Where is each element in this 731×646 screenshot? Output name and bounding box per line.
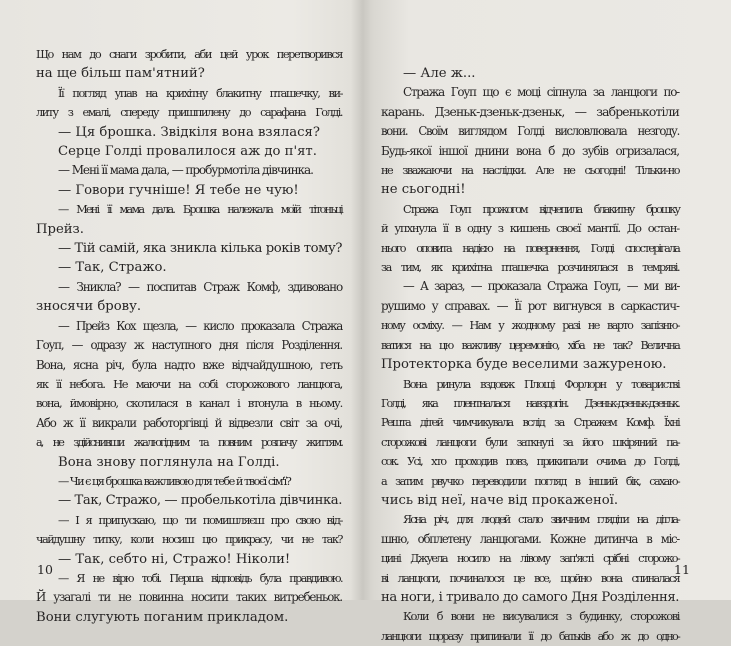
text-line: — Я не вірю тобі. Перша відповідь була правдивою. xyxy=(58,571,342,585)
text-line: — Мені її мама дала, — пробурмотіла дівчинка. xyxy=(58,163,313,178)
text-line: чайдушну титку, коли носиш цю прикрасу, чи не так? xyxy=(36,533,342,547)
text-line: — Зникла? — поспитав Страж Комф, здивовано xyxy=(58,279,342,294)
text-line: вона, ймовірно, скотилася в канал і втонула в ньому. xyxy=(36,396,342,411)
text-line: — Так, себто ні, Стражо! Ніколи! xyxy=(58,551,291,567)
text-line: ві ланцюги, починалося це все, щойно вона спиналася xyxy=(381,571,679,585)
text-line: рушимо у справах. — Її рот вигнувся в саркастич- xyxy=(381,298,679,313)
text-line: на ноги, і тривало до самого Дня Розділення. xyxy=(381,589,679,605)
text-line: Вона, ясна річ, була надто вже відчайдушною, геть xyxy=(36,357,342,372)
text-line: Й узагалі ти не повинна носити таких витребеньок. xyxy=(36,590,342,605)
right-page xyxy=(366,0,731,643)
text-line: Серце Голді провалилося аж до п'ят. xyxy=(58,144,317,160)
text-line: ватися на цю важливу церемонію, хіба не так? Велична xyxy=(381,338,679,352)
text-line: — Ця брошка. Звідкіля вона взялася? xyxy=(58,124,320,140)
text-line: Гоуп, — одразу ж наступного дня після Розділення. xyxy=(36,338,342,353)
text-line: — Але ж... xyxy=(403,66,476,81)
text-line: не зважаючи на наслідки. Але не сьогодні! Тільки-но xyxy=(381,164,679,178)
text-line: сторожові ланцюги були заткнуті за його шкіряний па- xyxy=(381,435,679,449)
left-page xyxy=(0,0,365,625)
text-line: Стража Гоуп прожогом відчепила блакитну брошку xyxy=(403,202,679,216)
text-line: — Чи є ця брошка важливою для тебе й твоєї сім'ї? xyxy=(58,474,291,488)
left-page-text xyxy=(36,45,342,627)
text-line: — А зараз, — проказала Стража Гоуп, — ми ви- xyxy=(403,279,679,294)
text-line: Її погляд упав на крихітну блакитну пташечку, ви- xyxy=(58,85,342,100)
text-line: — Тій самій, яка зникла кілька років тому? xyxy=(58,241,342,257)
text-line: зносячи брову. xyxy=(36,299,142,315)
text-line: як її небога. Не маючи на собі сторожового ланцюга, xyxy=(36,376,342,391)
text-line: Протекторка буде веселими зажуреною. xyxy=(381,357,667,373)
page-number-left: 10 xyxy=(37,562,53,577)
text-line: карань. Дзеньк-дзеньк-дзеньк, — забренькотіли xyxy=(381,104,679,119)
text-line: й упхнула її в одну з кишень своєї мантії. До остан- xyxy=(381,221,679,236)
text-line: Будь-якої іншої днини вона б до зубів огризалася, xyxy=(381,143,679,158)
text-line: Що нам до снаги зробити, аби цей урок перетворився xyxy=(36,47,342,61)
text-line: Ясна річ, для людей стало звичним глядіти на дітла- xyxy=(403,513,679,527)
text-line: а, не здійснивши жалюгідним та повним розпачу життям. xyxy=(36,436,342,450)
text-line: литу з емалі, спереду пришпилену до сарафана Голді. xyxy=(36,106,342,120)
text-line: Вона ринула вздовж Площі Форлорн у товаристві xyxy=(403,376,679,391)
page-number-right: 11 xyxy=(674,562,690,577)
text-line: Решта дітей чимчикувала вслід за Стражем Комф. Їхні xyxy=(381,416,679,430)
text-line: Вони слугують поганим прикладом. xyxy=(36,609,289,625)
text-line: — Так, Стражо, — пробелькотіла дівчинка. xyxy=(58,493,342,509)
text-line: — Так, Стражо. xyxy=(58,260,167,276)
text-line: — Прейз Кох щезла, — кисло проказала Стража xyxy=(58,318,342,333)
text-line: Або ж її викрали работоргівці й відвезли світ за очі, xyxy=(36,415,342,430)
text-line: — І я припускаю, що ти помишляєш про свою від- xyxy=(58,512,342,527)
text-line: Прейз. xyxy=(36,221,84,237)
right-page-text xyxy=(381,64,679,646)
text-line: не сьогодні! xyxy=(381,182,466,198)
text-line: Стража Гоуп що є моці сіпнула за ланцюги по- xyxy=(403,85,679,100)
text-line: за тим, як крихітна пташечка розчинялася в темряві. xyxy=(381,261,679,275)
text-line: сок. Усі, хто проходив повз, прикипали очима до Голді, xyxy=(381,455,679,469)
text-line: Голді, яка плентналася навздогін. Дзеньк-дзеньк-дзеньк. xyxy=(381,396,679,410)
text-line: ному осміху. — Нам у жодному разі не варто запізню- xyxy=(381,319,679,333)
text-line: на ще більш пам'ятний? xyxy=(36,66,205,82)
text-line: нього оповита надією на повернення, Голді спостерігала xyxy=(381,241,679,255)
text-line: вони. Своїм виглядом Голді висловлювала незгоду. xyxy=(381,124,679,139)
text-line: цині Джуела носило на лівому зап'ясті срібні сторожо- xyxy=(381,552,679,566)
text-line: ланцюги щоразу припинали її до батьків або ж до одно- xyxy=(381,629,679,643)
text-line: — Говори гучніше! Я тебе не чую! xyxy=(58,182,299,198)
text-line: шню, обплетену ланцюгами. Кожне дитинча в міс- xyxy=(381,531,679,546)
text-line: Вона знову поглянула на Голді. xyxy=(58,454,280,470)
text-line: Коли б вони не висувалися з будинку, сторожові xyxy=(403,609,679,624)
text-line: чись від неї, наче від прокаженої. xyxy=(381,492,619,508)
text-line: а затим рвучко переводили погляд в інший бік, сахаю- xyxy=(381,474,679,488)
text-line: — Мені її мама дала. Брошка належала моїй тітоньці xyxy=(58,203,342,217)
